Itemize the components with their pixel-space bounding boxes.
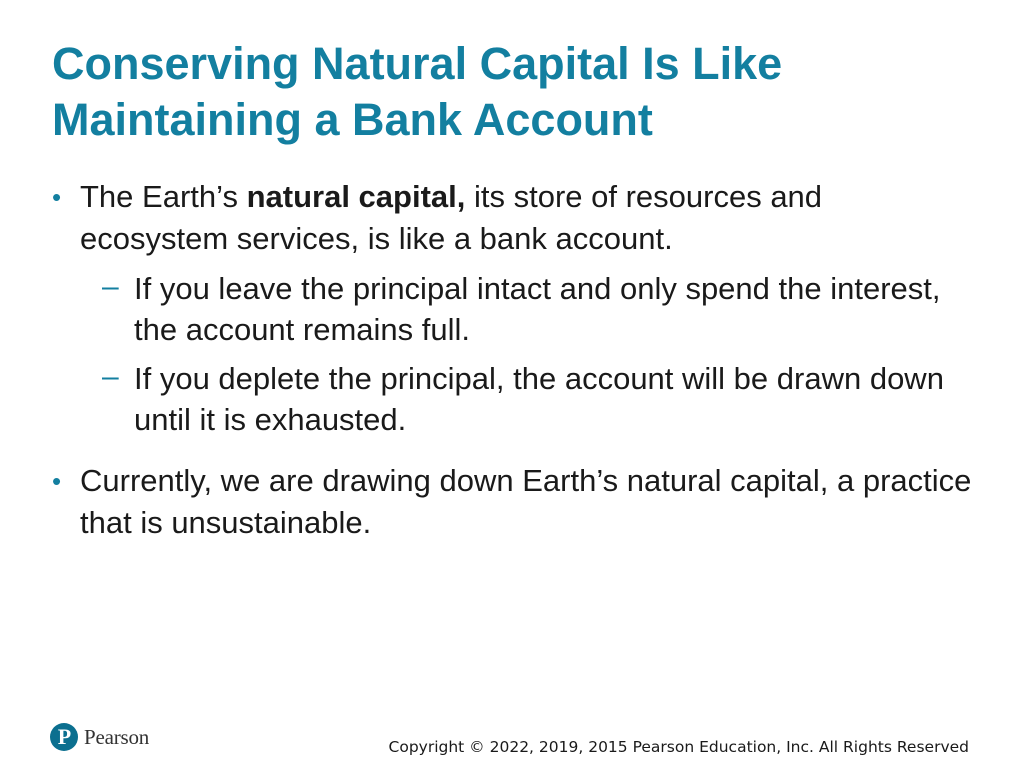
- dash-marker-icon: –: [102, 360, 119, 393]
- slide-body: [52, 176, 972, 544]
- pearson-logo: [50, 721, 149, 753]
- bullet-text-bold: natural capital,: [246, 179, 466, 214]
- pearson-logo-icon: [50, 723, 78, 751]
- slide-title: [52, 36, 982, 148]
- dash-marker-icon: –: [102, 270, 119, 303]
- bullet-text-end: its store of resources and ecosystem services, is like a bank account.: [80, 179, 823, 256]
- sub-bullet-item: [102, 268, 972, 350]
- bullet-item: [52, 460, 972, 544]
- sub-bullet-text: If you deplete the principal, the account will be drawn down until it is exhausted.: [134, 361, 944, 437]
- copyright-notice: Copyright © 2022, 2019, 2015 Pearson Education, Inc. All Rights Reserved: [388, 738, 969, 756]
- logo-text: Pearson: [84, 724, 150, 749]
- bullet-item: [52, 176, 972, 260]
- sub-bullet-item: [102, 358, 972, 440]
- logo-letter: P: [57, 724, 72, 749]
- bullet-text: Currently, we are drawing down Earth’s natural capital, a practice that is unsustainable.: [80, 463, 972, 540]
- sub-bullet-text: If you leave the principal intact and only spend the interest, the account remains full.: [134, 271, 941, 347]
- bullet-text-start: The Earth’s: [80, 179, 247, 214]
- title-line-2: Maintaining a Bank Account: [52, 94, 653, 145]
- bullet-marker-icon: •: [52, 182, 62, 212]
- bullet-marker-icon: •: [52, 466, 62, 496]
- title-line-1: Conserving Natural Capital Is Like: [52, 38, 783, 89]
